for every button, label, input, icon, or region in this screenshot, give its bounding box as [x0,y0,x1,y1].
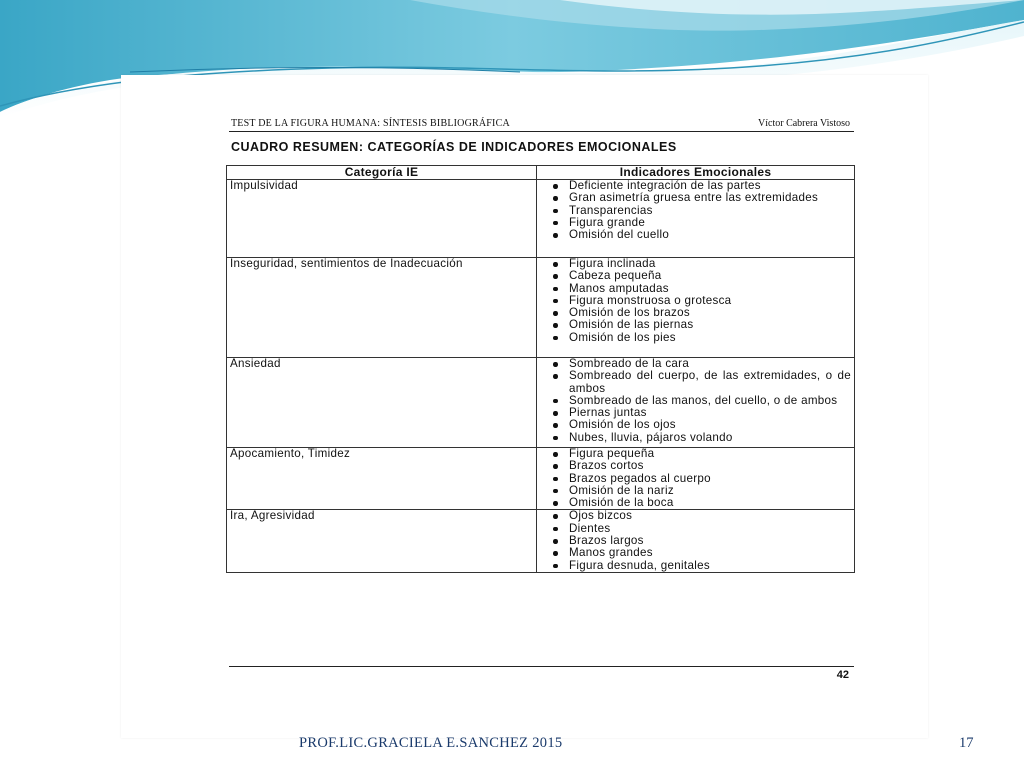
indicator-text: Ojos bizcos [569,509,633,523]
indicator-text: Omisión de los brazos [569,306,690,320]
summary-table [226,165,855,573]
indicator-text: Brazos cortos [569,459,644,473]
bullet-icon [553,489,558,494]
indicator-text: Piernas juntas [569,406,647,420]
table-header-row [227,166,855,180]
list-item [553,370,851,395]
list-item [553,560,851,572]
indicator-text: Cabeza pequeña [569,269,662,283]
bullet-icon [553,477,558,482]
list-item [553,229,851,241]
bullet-icon [553,551,558,556]
indicator-text: Deficiente integración de las partes [569,179,761,192]
bullet-icon [553,501,558,506]
bullet-icon [553,233,558,238]
indicators-cell [537,510,855,572]
category-cell: Ira, Agresividad [227,510,537,572]
table-row [227,358,855,448]
indicator-text: Gran asimetría gruesa entre las extremidades [569,191,819,205]
indicators-cell [537,258,855,358]
table-row [227,258,855,358]
indicator-list [553,448,851,509]
category-cell: Impulsividad [227,180,537,258]
document-page-number: 42 [836,669,849,681]
bullet-icon [553,196,558,201]
bullet-icon [553,436,558,441]
column-header-category: Categoría IE [227,166,537,180]
indicator-list [553,180,851,241]
indicator-text: Figura pequeña [569,447,655,460]
bullet-icon [553,423,558,428]
indicator-text: Dientes [569,521,611,535]
indicator-text: Omisión de los pies [569,330,676,344]
bullet-icon [553,362,558,367]
column-header-indicators: Indicadores Emocionales [537,166,855,180]
indicator-text: Figura monstruosa o grotesca [569,293,732,307]
indicator-text: Transparencias [569,203,653,217]
category-cell: Ansiedad [227,358,537,448]
indicator-text: Sombreado de la cara [569,357,690,370]
indicator-text: Omisión de la boca [569,496,674,510]
indicator-text: Brazos pegados al cuerpo [569,471,711,485]
table-row [227,448,855,510]
bullet-icon [553,452,558,457]
indicator-list [553,358,851,444]
bullet-icon [553,336,558,341]
document-header-title: TEST DE LA FIGURA HUMANA: SÍNTESIS BIBLIOGRÁFICA [231,118,510,129]
indicator-text: Manos amputadas [569,281,669,295]
bullet-icon [553,527,558,532]
indicator-text: Manos grandes [569,546,653,560]
bullet-icon [553,399,558,404]
document-title: CUADRO RESUMEN: CATEGORÍAS DE INDICADORES EMOCIONALES [231,140,677,154]
table-row [227,180,855,258]
indicator-text: Figura desnuda, genitales [569,558,710,572]
indicator-text: Omisión de la nariz [569,483,674,497]
table-body [227,180,855,573]
bullet-icon [553,374,558,379]
bullet-icon [553,221,558,226]
bullet-icon [553,514,558,519]
bullet-icon [553,209,558,214]
indicator-text: Figura inclinada [569,257,656,270]
indicators-cell [537,358,855,448]
list-item [553,497,851,509]
indicator-text: Sombreado del cuerpo, de las extremidades, o de ambos [569,369,851,395]
bullet-icon [553,184,558,189]
list-item [553,332,851,344]
indicator-list [553,510,851,571]
indicator-text: Omisión de las piernas [569,318,694,332]
document-header-rule [229,131,854,132]
indicator-text: Figura grande [569,215,646,229]
category-cell: Inseguridad, sentimientos de Inadecuación [227,258,537,358]
bullet-icon [553,262,558,267]
indicator-text: Sombreado de las manos, del cuello, o de ambos [569,393,838,407]
bullet-icon [553,323,558,328]
summary-table-container [226,165,855,573]
slide-number: 17 [959,735,974,751]
indicator-text: Brazos largos [569,534,644,548]
category-cell: Apocamiento, Timidez [227,448,537,510]
table-row [227,510,855,572]
bullet-icon [553,299,558,304]
indicators-cell [537,448,855,510]
slide-footer-text: PROF.LIC.GRACIELA E.SANCHEZ 2015 [299,735,563,751]
indicator-text: Nubes, lluvia, pájaros volando [569,430,733,444]
bullet-icon [553,287,558,292]
document-footer-rule [229,666,854,667]
bullet-icon [553,464,558,469]
bullet-icon [553,311,558,316]
bullet-icon [553,274,558,279]
bullet-icon [553,539,558,544]
bullet-icon [553,564,558,569]
document-header-author: Víctor Cabrera Vistoso [758,118,850,129]
document-page [121,75,928,738]
indicator-text: Omisión de los ojos [569,418,676,432]
indicator-text: Omisión del cuello [569,228,670,242]
indicator-list [553,258,851,344]
indicators-cell [537,180,855,258]
bullet-icon [553,411,558,416]
list-item [553,432,851,444]
